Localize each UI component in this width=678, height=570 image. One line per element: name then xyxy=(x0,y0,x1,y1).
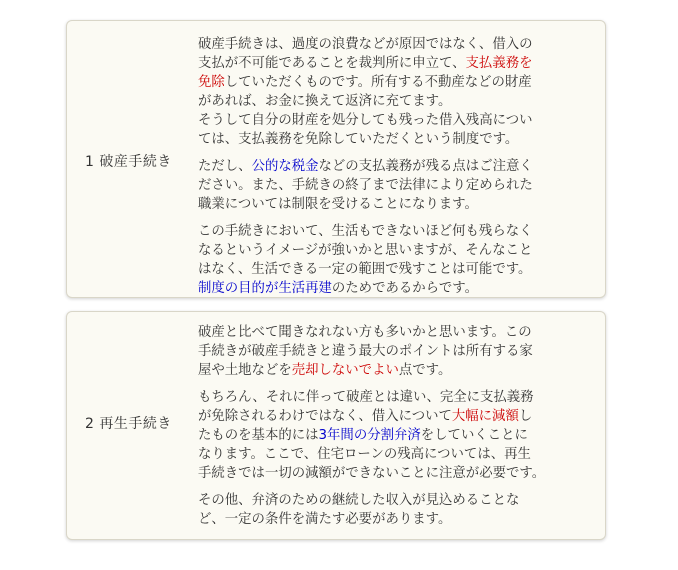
text-run: 手続きでは一切の減額ができないことに注意が必要です。 xyxy=(198,466,546,481)
text-line xyxy=(198,111,598,130)
text-run: ただし、 xyxy=(198,159,252,174)
text-line xyxy=(198,157,598,176)
text-line xyxy=(198,445,598,464)
paragraph xyxy=(198,491,598,529)
text-run: たものを基本的には xyxy=(198,428,319,443)
paragraph xyxy=(198,35,598,149)
text-run: 手続きが破産手続きと違う最大のポイントは所有する家 xyxy=(198,344,533,359)
text-line xyxy=(198,426,598,445)
text-line xyxy=(198,73,598,92)
text-line xyxy=(198,222,598,241)
text-run: なるというイメージが強いかと思いますが、そんなこと xyxy=(198,243,533,258)
text-run: その他、弁済のための継続した収入が見込めることな xyxy=(198,493,520,508)
text-run: ださい。また、手続きの終了まで法律により定められた xyxy=(198,178,533,193)
paragraph xyxy=(198,323,598,380)
text-run: ど、一定の条件を満たす必要があります。 xyxy=(198,512,452,527)
text-run: 点です。 xyxy=(398,363,452,378)
text-line xyxy=(198,92,598,111)
paragraph xyxy=(198,222,598,298)
text-line xyxy=(198,195,598,214)
text-run: もちろん、それに伴って破産とは違い、完全に支払義務 xyxy=(198,390,534,405)
text-run: 破産と比べて聞きなれない方も多いかと思います。この xyxy=(198,325,532,340)
text-run: なります。ここで、住宅ローンの残高については、再生 xyxy=(198,447,531,462)
text-line xyxy=(198,241,598,260)
highlighted-text: 大幅に減額 xyxy=(451,409,519,424)
text-run: のためであるからです。 xyxy=(331,281,478,296)
bankruptcy-section-card xyxy=(66,20,606,298)
text-line xyxy=(198,361,598,380)
text-line xyxy=(198,35,598,54)
text-run: などの支払義務が残る点はご注意く xyxy=(318,159,533,174)
text-run: 職業については制限を受けることになります。 xyxy=(198,197,478,212)
text-line xyxy=(198,176,598,195)
text-run: 破産手続きは、過度の浪費などが原因ではなく、借入の xyxy=(198,37,533,52)
rehabilitation-section-card xyxy=(66,311,606,540)
text-run: 支払が不可能であることを裁判所に申立て、 xyxy=(198,56,466,71)
section-body-bankruptcy xyxy=(198,35,598,306)
text-line xyxy=(198,464,598,483)
text-run: をしていくことに xyxy=(420,428,528,443)
text-line xyxy=(198,260,598,279)
text-run: があれば、お金に換えて返済に充てます。 xyxy=(198,94,452,109)
text-run: はなく、生活できる一定の範囲で残すことは可能です。 xyxy=(198,262,532,277)
text-line xyxy=(198,279,598,298)
text-line xyxy=(198,323,598,342)
section-body-rehabilitation xyxy=(198,323,598,537)
highlighted-text: 公的な税金 xyxy=(251,159,319,174)
text-run: そうして自分の財産を処分しても残った借入残高につい xyxy=(198,113,533,128)
text-run: し xyxy=(518,409,533,424)
text-run: ては、支払義務を免除していただくという制度です。 xyxy=(198,132,519,147)
text-line xyxy=(198,54,598,73)
highlighted-text: 売却しないでよい xyxy=(291,363,399,378)
text-run: この手続きにおいて、生活もできないほど何も残らなく xyxy=(198,224,533,239)
section-label-rehabilitation: 2 再生手続き xyxy=(85,416,172,432)
highlighted-text: 免除 xyxy=(198,75,225,90)
text-line xyxy=(198,407,598,426)
text-line xyxy=(198,130,598,149)
highlighted-text: 制度の目的が生活再建 xyxy=(198,281,332,296)
text-line xyxy=(198,388,598,407)
paragraph xyxy=(198,388,598,483)
text-line xyxy=(198,342,598,361)
text-line xyxy=(198,510,598,529)
text-line xyxy=(198,491,598,510)
highlighted-text: 3年間の分割弁済 xyxy=(318,428,421,443)
highlighted-text: 支払義務を xyxy=(465,56,533,71)
paragraph xyxy=(198,157,598,214)
section-label-bankruptcy: 1 破産手続き xyxy=(85,154,172,170)
text-run: 屋や土地などを xyxy=(198,363,292,378)
text-run: していただくものです。所有する不動産などの財産 xyxy=(224,75,532,90)
text-run: が免除されるわけではなく、借入について xyxy=(198,409,452,424)
